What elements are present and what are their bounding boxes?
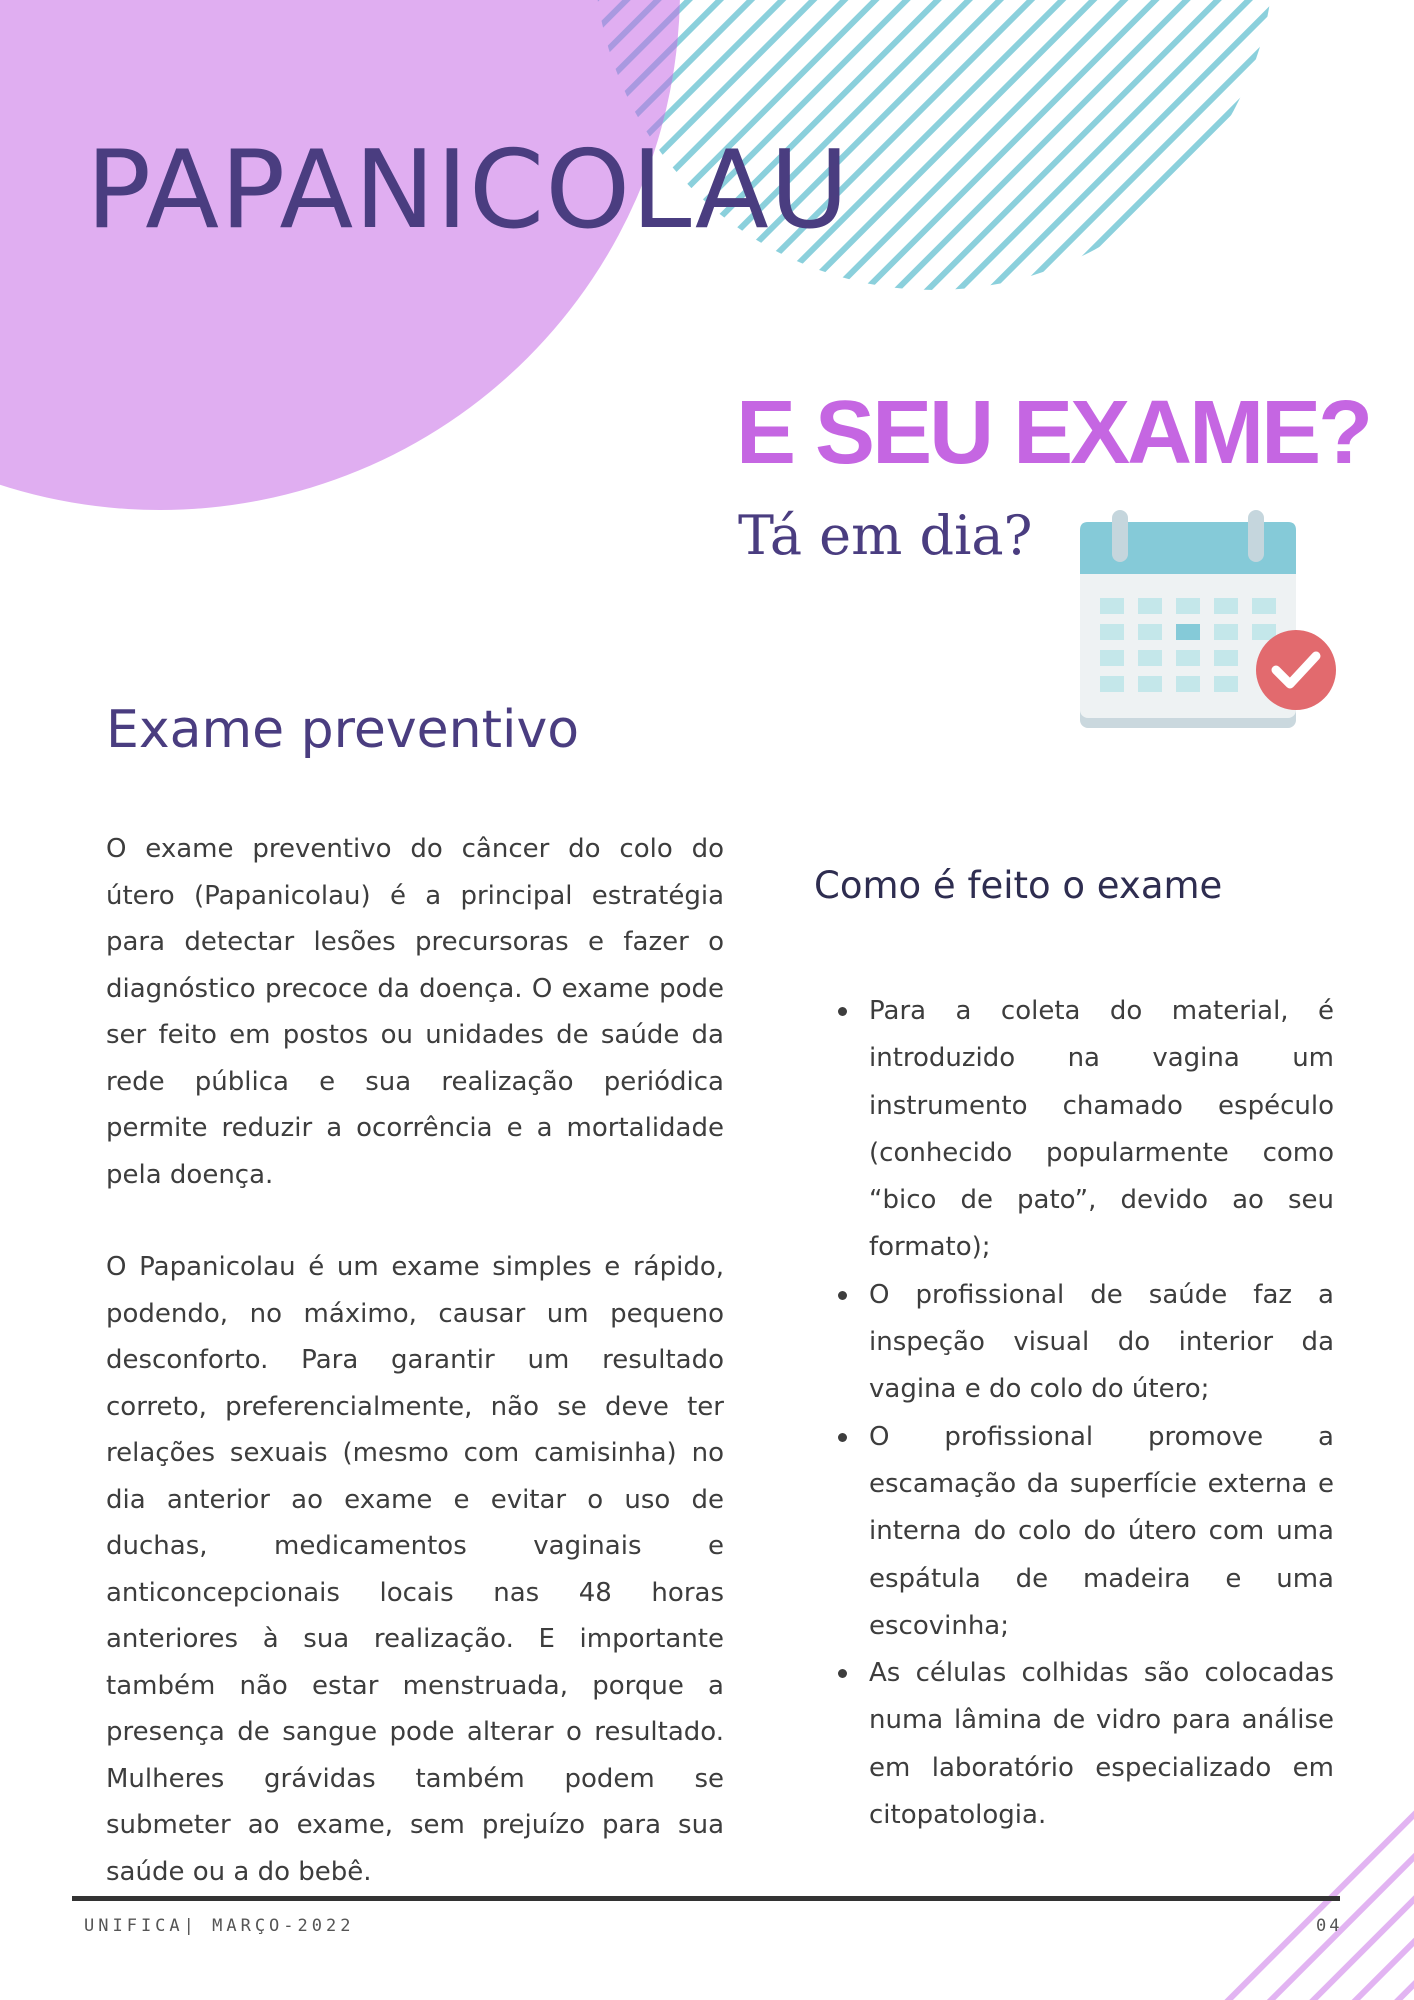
section-heading-como-e-feito: Como é feito o exame xyxy=(814,864,1223,907)
bullet-icon xyxy=(838,1669,847,1678)
footer-publication: UNIFICA| MARÇO-2022 xyxy=(84,1916,355,1936)
bullet-icon xyxy=(838,1291,847,1300)
page-subtitle: E SEU EXAME? xyxy=(736,383,1371,483)
left-column xyxy=(106,826,724,1941)
bullet-icon xyxy=(838,1433,847,1442)
paragraph: O Papanicolau é um exame simples e rápido, podendo, no máximo, causar um pequeno desconforto. Para garantir um resultado correto, preferencialmente, não se deve ter relações sexuais (mesmo com camisinha) no dia anterior ao exame e evitar o uso de duchas, medicamentos vaginais e anticoncepcionais locais nas 48 horas anteriores à sua realização. E importante também não estar menstruada, porque a presença de sangue pode alterar o resultado. Mulheres grávidas também podem se submeter ao exame, sem prejuízo para sua saúde ou a do bebê. xyxy=(106,1252,724,1887)
list-item-text: O profissional promove a escamação da superfície externa e interna do colo do útero com uma espátula de madeira e uma escovinha; xyxy=(869,1421,1334,1641)
section-heading-exame-preventivo: Exame preventivo xyxy=(106,700,580,760)
bullet-icon xyxy=(838,1007,847,1016)
list-item xyxy=(832,1272,1334,1414)
list-item-text: O profissional de saúde faz a inspeção visual do interior da vagina e do colo do útero; xyxy=(869,1279,1334,1405)
page-title: PAPANICOLAU xyxy=(86,128,850,253)
list-item xyxy=(832,1650,1334,1839)
list-item xyxy=(832,988,1334,1272)
tagline: Tá em dia? xyxy=(738,504,1033,567)
list-item-text: Para a coleta do material, é introduzido na vagina um instrumento chamado espéculo (conhecido popularmente como “bico de pato”, devido ao seu formato); xyxy=(869,996,1334,1263)
footer-divider xyxy=(72,1896,1340,1901)
list-item xyxy=(832,1414,1334,1650)
paragraph: O exame preventivo do câncer do colo do útero (Papanicolau) é a principal estratégia para detectar lesões precursoras e fazer o diagnóstico precoce da doença. O exame pode ser feito em postos ou unidades de saúde da rede pública e sua realização periódica permite reduzir a ocorrência e a mortalidade pela doença. xyxy=(106,834,724,1190)
calendar-check-icon xyxy=(1076,506,1340,732)
page-number: 04 xyxy=(1316,1916,1343,1936)
list-item-text: As células colhidas são colocadas numa lâmina de vidro para análise em laboratório especializado em citopatologia. xyxy=(869,1658,1334,1831)
procedure-list xyxy=(832,988,1334,1839)
